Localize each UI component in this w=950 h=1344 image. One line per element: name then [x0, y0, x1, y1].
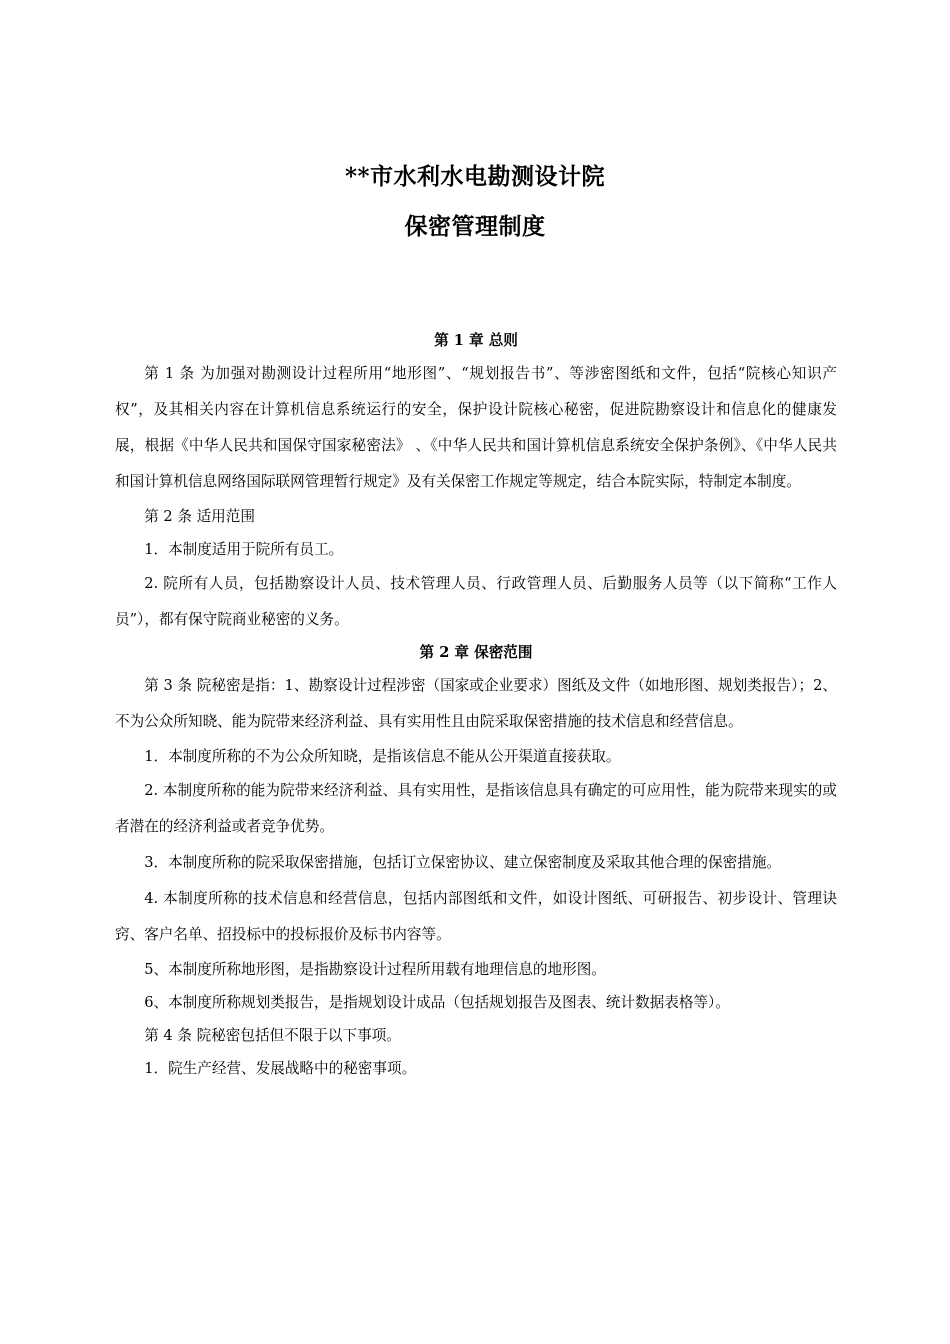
article-3-item-1: 1．本制度所称的不为公众所知晓，是指该信息不能从公开渠道直接获取。: [144, 748, 621, 765]
chapter-2-heading: 第 2 章 保密范围: [419, 644, 533, 661]
article-2-item-1: 1．本制度适用于院所有员工。: [144, 541, 344, 558]
article-3: 第 3 条 院秘密是指：1、勘察设计过程涉密（国家或企业要求）图纸及文件（如地形图、规划类报告）；2、不为公众所知晓、能为院带来经济利益、具有实用性且由院采取保密措施的技术信息和经营信息。: [115, 677, 837, 730]
article-4: 第 4 条 院秘密包括但不限于以下事项。: [144, 1027, 401, 1044]
article-4-item-1: 1．院生产经营、发展战略中的秘密事项。: [144, 1060, 417, 1077]
article-2-item-2: 2. 院所有人员，包括勘察设计人员、技术管理人员、行政管理人员、后勤服务人员等（以下简称“工作人员”），都有保守院商业秘密的义务。: [115, 575, 837, 628]
document-body: [115, 326, 837, 1085]
article-3-item-3: 3．本制度所称的院采取保密措施，包括订立保密协议、建立保密制度及采取其他合理的保密措施。: [144, 854, 782, 871]
article-1: 第 1 条 为加强对勘测设计过程所用“地形图”、“规划报告书”、等涉密图纸和文件，包括“院核心知识产权”，及其相关内容在计算机信息系统运行的安全，保护设计院核心秘密，促进院勘察设计和信息化的健康发展，根据《中华人民共和国保守国家秘密法》 、《中华人民共和国计算机信息系统安全保护条例》、《中华人民共和国计算机信息网络国际联网管理暂行规定》及有关保密工作规定等规定，结合本院实际，特制定本制度。: [115, 365, 837, 490]
document-title-line1: **市水利水电勘测设计院: [344, 163, 606, 190]
article-2: 第 2 条 适用范围: [144, 508, 255, 525]
document-title-line2: 保密管理制度: [404, 213, 546, 240]
article-3-item-5: 5、本制度所称地形图，是指勘察设计过程所用载有地理信息的地形图。: [144, 961, 606, 978]
article-3-item-6: 6、本制度所称规划类报告，是指规划设计成品（包括规划报告及图表、统计数据表格等）。: [144, 994, 730, 1011]
article-3-item-2: 2. 本制度所称的能为院带来经济利益、具有实用性，是指该信息具有确定的可应用性，能为院带来现实的或者潜在的经济利益或者竞争优势。: [115, 782, 837, 835]
article-3-item-4: 4. 本制度所称的技术信息和经营信息，包括内部图纸和文件，如设计图纸、可研报告、初步设计、管理诀窍、客户名单、招投标中的投标报价及标书内容等。: [115, 890, 837, 943]
chapter-1-heading: 第 1 章 总则: [434, 332, 518, 349]
